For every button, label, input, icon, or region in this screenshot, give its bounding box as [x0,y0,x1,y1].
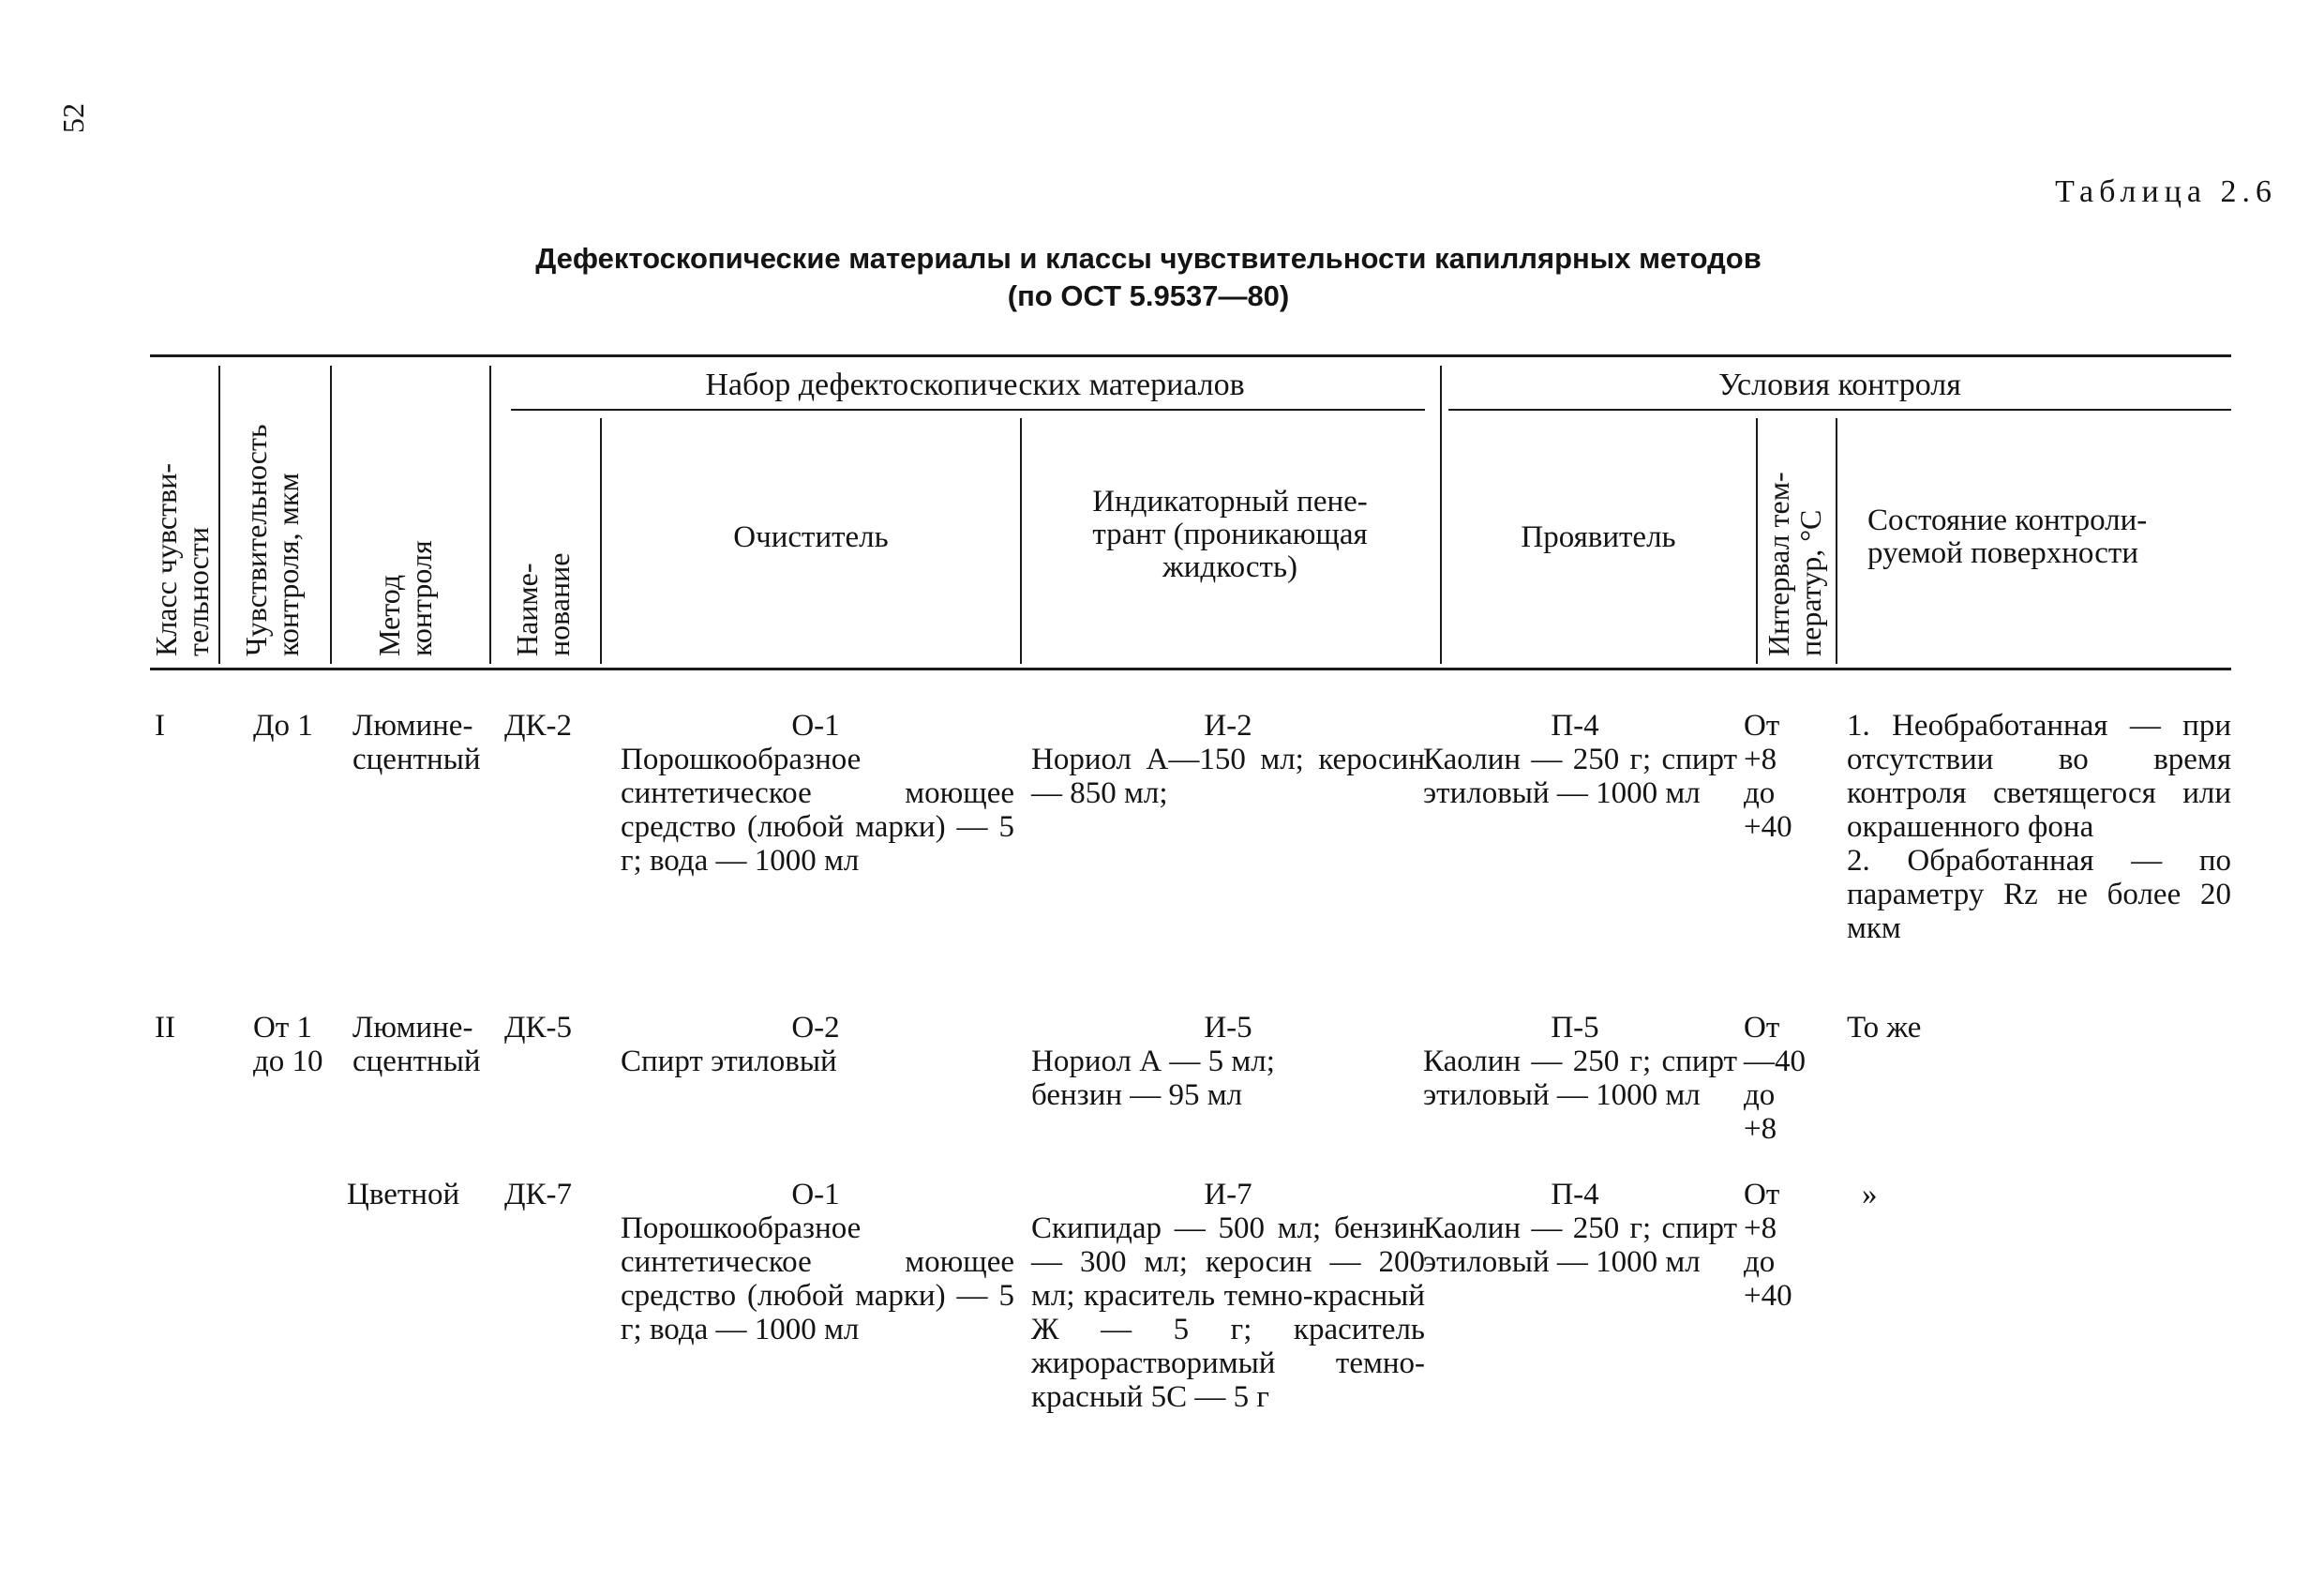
row3-cleaner-code: О-1 [791,1178,840,1211]
header-penetrant: Индикаторный пене- трант (проникающая жидкость) [1092,485,1368,584]
row2-cleaner: Спирт этиловый [621,1045,837,1078]
row2-name: ДК-5 [504,1011,573,1045]
row3-surface: » [1862,1178,1878,1211]
row2-cleaner-code: О-2 [791,1011,840,1045]
row1-developer: Каолин — 250 г; спирт этиловый — 1000 мл [1423,743,1737,810]
row1-class: I [155,709,165,743]
header-temp-interval: Интервал тем- ператур, °С [1762,472,1827,656]
row3-penetrant-code: И-7 [1204,1178,1252,1211]
row2-temp: От —40 до +8 [1744,1011,1806,1146]
row3-developer-code: П-4 [1551,1178,1599,1211]
table-top-rule [150,354,2231,357]
row2-penetrant: Нориол А — 5 мл; бензин — 95 мл [1031,1045,1275,1112]
conditions-group-rule [1448,409,2231,411]
col-divider [1020,418,1022,664]
row3-temp: От +8 до +40 [1744,1178,1792,1313]
header-method: Метод контроля [372,540,438,656]
row3-method: Цветной [347,1178,460,1211]
col-divider [1756,418,1758,664]
row1-penetrant-code: И-2 [1204,709,1252,743]
materials-group-rule [511,409,1425,411]
row3-penetrant: Скипидар — 500 мл; бензин — 300 мл; керосин — 200 мл; краситель темно-красный Ж — 5 г; краситель жирорастворимый темно-красный 5С — 5 г [1031,1211,1425,1414]
header-cleaner: Очиститель [733,520,889,554]
row1-method: Люмине- сцентный [352,709,481,776]
row2-developer-code: П-5 [1551,1011,1599,1045]
row2-surface: То же [1847,1011,1922,1045]
header-sensitivity: Чувствительность контроля, мкм [239,424,305,656]
row3-cleaner: Порошкообразное синтетическое моющее средство (любой марки) — 5 г; вода — 1000 мл [621,1211,1014,1346]
header-name: Наиме- нование [510,552,576,656]
row2-class: II [155,1011,175,1045]
col-divider [218,366,220,664]
page-number: 52 [56,103,90,133]
col-divider [1836,418,1837,664]
header-class: Класс чувстви- тельности [149,462,215,656]
row1-sensitivity: До 1 [253,709,313,743]
row1-cleaner-code: О-1 [791,709,840,743]
header-conditions-group: Условия контроля [1718,368,1961,402]
row1-developer-code: П-4 [1551,709,1599,743]
header-developer: Проявитель [1521,520,1676,554]
col-divider [330,366,332,664]
row2-method: Люмине- сцентный [352,1011,481,1078]
header-bottom-rule [150,668,2231,670]
row1-cleaner: Порошкообразное синтетическое моющее средство (любой марки) — 5 г; вода — 1000 мл [621,743,1014,878]
header-materials-group: Набор дефектоскопических материалов [705,368,1245,402]
row1-surface: 1. Необработанная — при отсутствии во время контроля светящегося или окрашенного фона 2. Обработанная — по параметру Rz не более 20 мкм [1847,709,2231,945]
document-title [356,240,1941,315]
row1-penetrant: Нориол А—150 мл; керосин — 850 мл; [1031,743,1425,810]
row3-name: ДК-7 [504,1178,573,1211]
table-label: Таблица 2.6 [2055,174,2277,209]
col-divider [600,418,602,664]
row1-name: ДК-2 [504,709,573,743]
title-line-1: Дефектоскопические материалы и классы чувствительности капиллярных методов [535,242,1762,275]
header-surface-state: Состояние контроли- руемой поверхности [1867,504,2148,570]
title-line-2: (по ОСТ 5.9537—80) [1007,279,1290,312]
row3-developer: Каолин — 250 г; спирт этиловый — 1000 мл [1423,1211,1737,1279]
col-divider [489,366,491,664]
row2-penetrant-code: И-5 [1204,1011,1252,1045]
row2-developer: Каолин — 250 г; спирт этиловый — 1000 мл [1423,1045,1737,1112]
row2-sensitivity: От 1 до 10 [253,1011,323,1078]
col-divider [1440,366,1442,664]
row1-temp: От +8 до +40 [1744,709,1792,844]
